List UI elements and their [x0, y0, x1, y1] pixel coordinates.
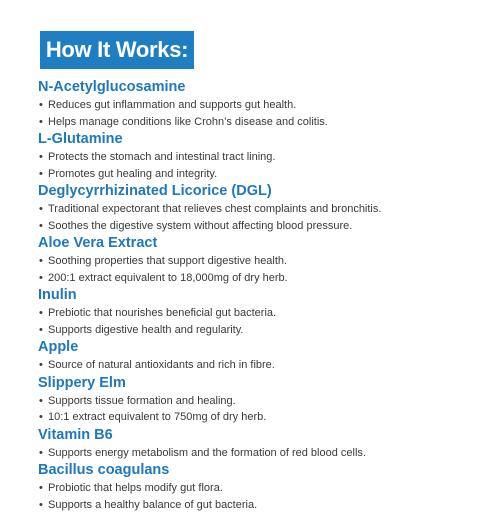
ingredient-name: Deglycyrrhizinated Licorice (DGL) [38, 182, 478, 201]
benefit-item: • Probiotic that helps modify gut flora. [38, 480, 478, 497]
bullet-icon: • [39, 149, 48, 166]
ingredient-bacillus-coagulans [38, 461, 478, 513]
benefit-item: • Protects the stomach and intestinal tract lining. [38, 149, 478, 166]
benefit-item: • Helps manage conditions like Crohn’s disease and colitis. [38, 114, 478, 131]
benefit-item: • 10:1 extract equivalent to 750mg of dry herb. [38, 409, 478, 426]
ingredient-list [38, 78, 478, 513]
ingredient-name: Aloe Vera Extract [38, 234, 478, 253]
benefit-item: • Supports tissue formation and healing. [38, 393, 478, 410]
bullet-icon: • [39, 253, 48, 270]
ingredient-inulin [38, 286, 478, 338]
benefit-item: • Soothing properties that support digestive health. [38, 253, 478, 270]
bullet-icon: • [39, 322, 48, 339]
benefit-item: • 200:1 extract equivalent to 18,000mg of dry herb. [38, 270, 478, 287]
ingredient-aloe-vera-extract [38, 234, 478, 286]
bullet-icon: • [39, 409, 48, 426]
ingredient-name: Bacillus coagulans [38, 461, 478, 480]
ingredient-name: L-Glutamine [38, 130, 478, 149]
bullet-icon: • [39, 357, 48, 374]
benefit-item: • Promotes gut healing and integrity. [38, 166, 478, 183]
bullet-icon: • [39, 393, 48, 410]
ingredient-dgl [38, 182, 478, 234]
bullet-icon: • [39, 270, 48, 287]
ingredient-apple [38, 338, 478, 374]
bullet-icon: • [39, 480, 48, 497]
bullet-icon: • [39, 166, 48, 183]
bullet-icon: • [39, 201, 48, 218]
benefit-item: • Source of natural antioxidants and rich in fibre. [38, 357, 478, 374]
benefit-item: • Reduces gut inflammation and supports gut health. [38, 97, 478, 114]
ingredient-l-glutamine [38, 130, 478, 182]
benefit-item: • Supports a healthy balance of gut bacteria. [38, 497, 478, 513]
page-title: How It Works: [46, 37, 188, 62]
benefit-item: • Soothes the digestive system without affecting blood pressure. [38, 218, 478, 235]
page-title-banner [40, 31, 194, 69]
benefit-item: • Supports energy metabolism and the formation of red blood cells. [38, 445, 478, 462]
bullet-icon: • [39, 445, 48, 462]
bullet-icon: • [39, 497, 48, 513]
benefit-item: • Traditional expectorant that relieves chest complaints and bronchitis. [38, 201, 478, 218]
ingredient-slippery-elm [38, 374, 478, 426]
ingredient-vitamin-b6 [38, 426, 478, 462]
ingredient-name: Inulin [38, 286, 478, 305]
ingredient-name: Apple [38, 338, 478, 357]
ingredient-name: Slippery Elm [38, 374, 478, 393]
ingredient-name: N-Acetylglucosamine [38, 78, 478, 97]
bullet-icon: • [39, 114, 48, 131]
bullet-icon: • [39, 97, 48, 114]
bullet-icon: • [39, 218, 48, 235]
bullet-icon: • [39, 305, 48, 322]
benefit-item: • Supports digestive health and regularity. [38, 322, 478, 339]
ingredient-name: Vitamin B6 [38, 426, 478, 445]
benefit-item: • Prebiotic that nourishes beneficial gut bacteria. [38, 305, 478, 322]
ingredient-n-acetylglucosamine [38, 78, 478, 130]
